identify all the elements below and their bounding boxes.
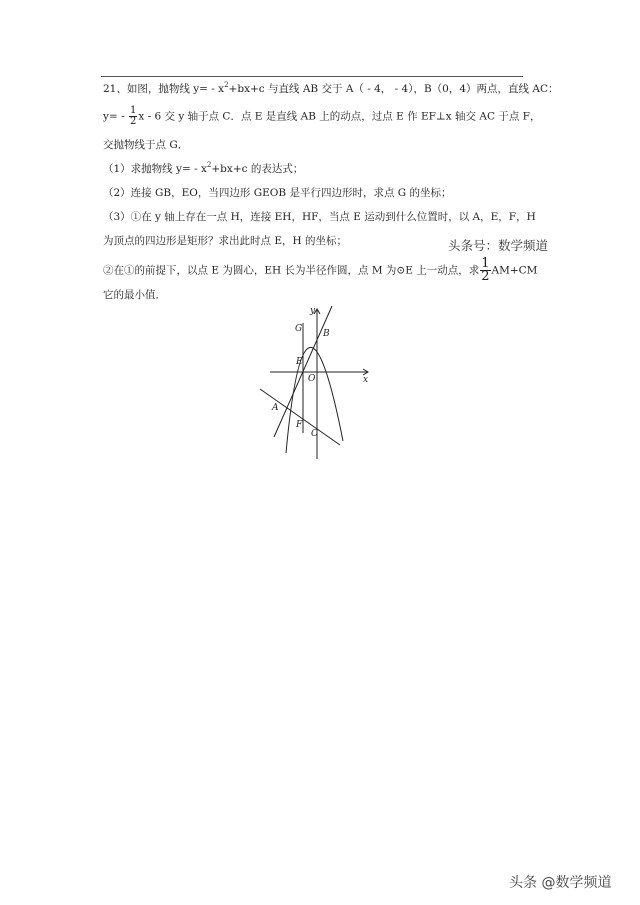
fraction-denominator: 2: [481, 269, 490, 284]
question-3-line-3-pre: ②在①的前提下，以点 E 为圆心，EH 长为半径作圆，点 M 为⊙E 上一动点，求: [103, 264, 480, 277]
question-3-line-2: 为顶点的四边形是矩形？求出此时点 E，H 的坐标；: [103, 235, 347, 247]
fraction-half: [129, 106, 137, 127]
fraction-numerator: 1: [481, 256, 490, 271]
question-3-line-3-post: AM+CM: [491, 264, 538, 277]
geometry-figure: [250, 303, 380, 463]
line-ac: [260, 389, 340, 445]
problem-line-2-post: x - 6 交 y 轴于点 C．点 E 是直线 AB 上的动点，过点 E 作 EF⊥x 轴交 AC 于点 F，: [138, 110, 541, 123]
question-1-post: +bx+c 的表达式；: [211, 163, 304, 175]
label-o: O: [308, 374, 316, 384]
problem-line-3: 交抛物线于点 G．: [103, 139, 189, 151]
label-f: F: [296, 420, 303, 430]
label-y: y: [310, 306, 316, 316]
question-3-line-4: 它的最小值．: [103, 289, 166, 301]
exponent: 2: [206, 161, 212, 169]
label-c: C: [311, 429, 318, 439]
question-1-pre: （1）求抛物线 y= - x: [103, 163, 207, 175]
label-a: A: [272, 403, 279, 413]
label-b: B: [323, 329, 330, 339]
top-rule: [101, 76, 523, 77]
question-1: [103, 162, 303, 176]
fraction-numerator: 1: [129, 105, 137, 116]
question-3-line-1: （3）①在 y 轴上存在一点 H，连接 EH，HF，当点 E 运动到什么位置时，以 A，E，F，H: [103, 211, 536, 223]
problem-line-2: [103, 106, 540, 127]
label-x: x: [363, 375, 369, 385]
exponent: 2: [224, 81, 229, 89]
problem-line-1-rest: +bx+c 与直线 AB 交于 A（ - 4， - 4），B（0，4）两点，直线 AC：: [228, 83, 559, 95]
question-2: （2）连接 GB，EO，当四边形 GEOB 是平行四边形时，求点 G 的坐标；: [103, 187, 452, 199]
label-e: E: [296, 357, 303, 367]
problem-line-1: [103, 82, 559, 96]
figure-svg: [250, 303, 380, 463]
watermark-mid: 头条号：数学频道: [448, 238, 549, 253]
question-3-line-3: [103, 258, 537, 283]
watermark-bottom: 头条 @数学频道: [509, 875, 612, 891]
problem-line-1-text: 21、如图，抛物线 y= - x: [103, 83, 225, 95]
label-g: G: [295, 324, 303, 334]
fraction-half-large: [480, 258, 490, 283]
fraction-denominator: 2: [129, 116, 137, 127]
problem-line-2-pre: y= -: [103, 110, 128, 123]
